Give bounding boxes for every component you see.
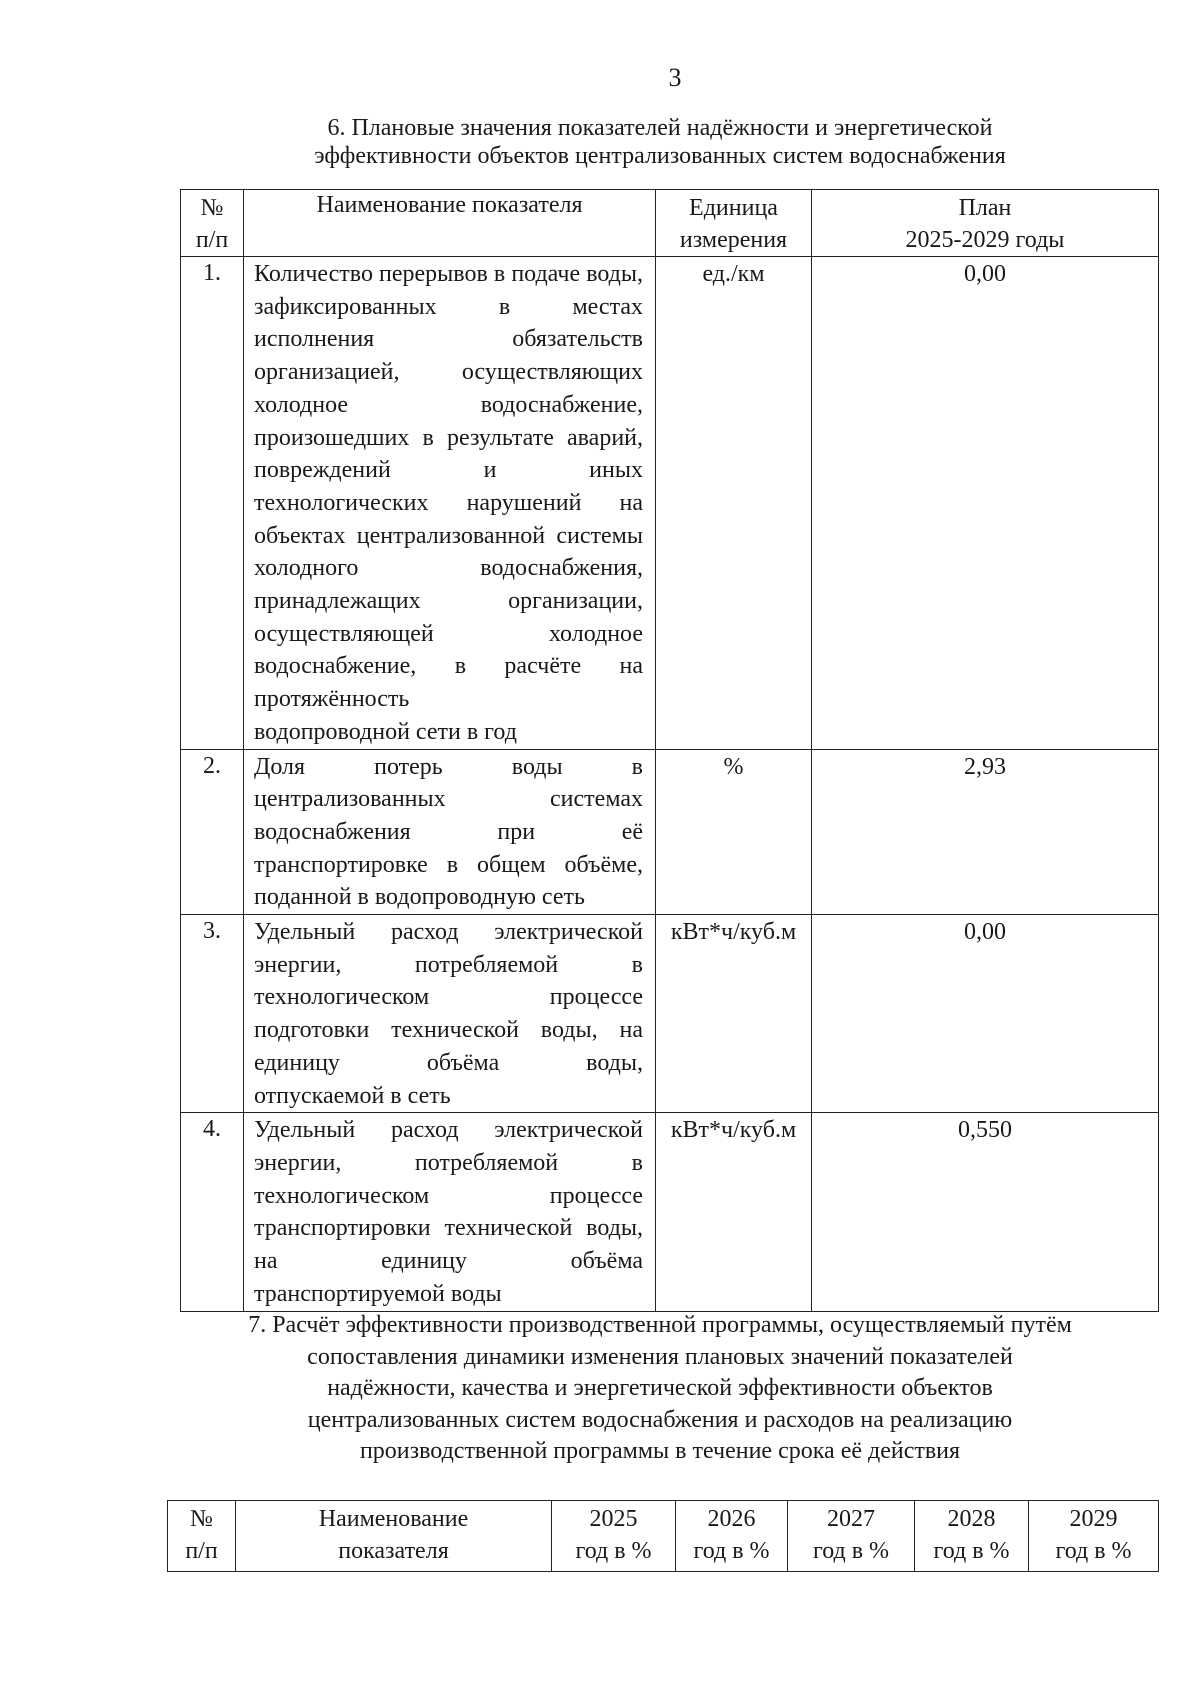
heading-line: сопоставления динамики изменения плановых значений показателей [307,1343,1013,1370]
heading-line: эффективности объектов централизованных систем водоснабжения [314,143,1006,169]
plan-value: 2,93 [812,749,1159,915]
section-7-heading [165,1310,1155,1468]
heading-line: 6. Плановые значения показателей надёжности и энергетической [327,115,993,141]
header-num: № п/п [168,1501,236,1572]
header-name: Наименование показателя [236,1501,552,1572]
header-name: Наименование показателя [244,190,656,257]
row-number: 1. [181,257,244,750]
row-number: 3. [181,915,244,1113]
unit-value: кВт*ч/куб.м [656,1113,812,1311]
indicators-table [180,189,1159,1312]
heading-line: централизованных систем водоснабжения и расходов на реализацию [307,1406,1013,1433]
unit-value: % [656,749,812,915]
table-row [181,915,1159,1113]
unit-value: ед./км [656,257,812,750]
header-year-2028: 2028 год в % [915,1501,1029,1572]
table-row [181,257,1159,750]
page-number: 3 [668,63,682,92]
heading-line: производственной программы в течение срока её действия [359,1438,961,1464]
plan-value: 0,00 [812,257,1159,750]
row-number: 2. [181,749,244,915]
table-row [181,749,1159,915]
row-number: 4. [181,1113,244,1311]
header-unit: Единица измерения [656,190,812,257]
indicator-name: Количество перерывов в подаче воды, зафиксированных в местах исполнения обязательств организацией, осуществляющих холодное водоснабжение, произошедших в результате аварий, повреждений и иных технологических нарушений на объектах централизованной системы холодного водоснабжения, принадлежащих организации, осуществляющей холодное водоснабжение, в расчёте на протяжённость водопроводной сети в год [244,257,656,750]
indicator-name: Удельный расход электрической энергии, потребляемой в технологическом процессе транспортировки технической воды, на единицу объёма транспортируемой воды [244,1113,656,1311]
plan-value: 0,00 [812,915,1159,1113]
indicator-name: Удельный расход электрической энергии, потребляемой в технологическом процессе подготовки технической воды, на единицу объёма воды, отпускаемой в сеть [244,915,656,1113]
header-year-2026: 2026 год в % [676,1501,788,1572]
indicator-name: Доля потерь воды в централизованных системах водоснабжения при её транспортировке в общем объёме, поданной в водопроводную сеть [244,749,656,915]
table-row [181,1113,1159,1311]
table-header-row [168,1501,1159,1572]
heading-line: надёжности, качества и энергетической эффективности объектов [327,1375,993,1401]
efficiency-table [167,1500,1159,1572]
section-6-heading [200,114,1120,170]
plan-value: 0,550 [812,1113,1159,1311]
unit-value: кВт*ч/куб.м [656,915,812,1113]
header-year-2027: 2027 год в % [788,1501,915,1572]
header-plan: План 2025-2029 годы [812,190,1159,257]
header-year-2025: 2025 год в % [552,1501,676,1572]
header-year-2029: 2029 год в % [1029,1501,1159,1572]
header-num: № п/п [181,190,244,257]
table-header-row [181,190,1159,257]
heading-line: 7. Расчёт эффективности производственной программы, осуществляемый путём [248,1312,1072,1338]
